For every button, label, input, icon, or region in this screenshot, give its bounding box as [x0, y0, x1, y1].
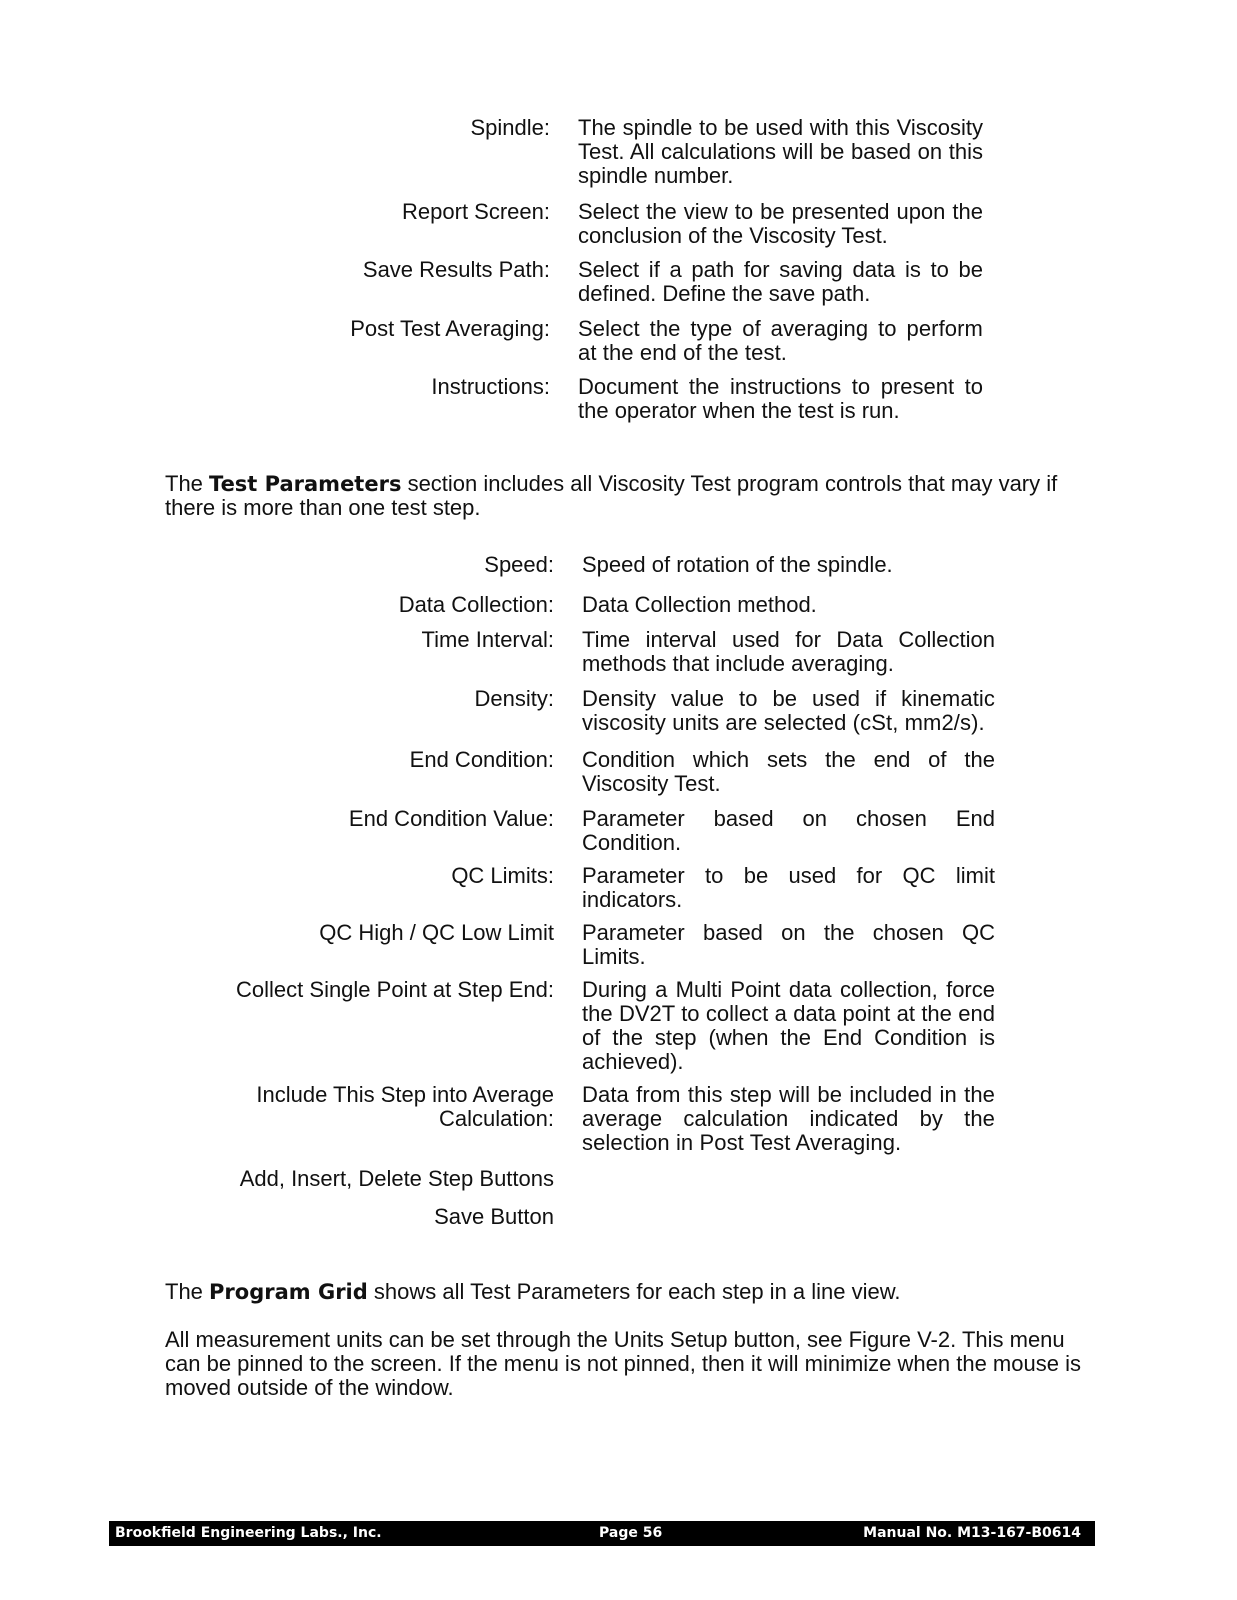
term-label: Save Results Path: [362, 257, 550, 282]
term-description: Parameter based on the chosen QC Limits. [582, 920, 995, 969]
footer-manual-number: Manual No. M13-167-B0614 [863, 1525, 1081, 1541]
units-setup-paragraph: All measurement units can be set through the Units Setup button, see Figure V-2. This menu can be pinned to the screen. If the menu is not pinned, then it will minimize when the mouse is moved outside of the window. [165, 1327, 1081, 1400]
term-label: Include This Step into Average Calculation: [256, 1082, 554, 1131]
definition-row [0, 258, 983, 317]
definition-row [0, 200, 983, 258]
term-label: Speed: [484, 552, 554, 577]
term-label: Time Interval: [421, 627, 554, 652]
paragraph-text: shows all Test Parameters for each step in a line view. [367, 1279, 901, 1304]
term-label: Spindle: [470, 115, 550, 140]
page-footer [109, 1521, 1095, 1546]
paragraph-text: The [165, 1279, 210, 1304]
term-label: Save Button [434, 1204, 554, 1229]
term-description: Density value to be used if kinematic viscosity units are selected (cSt, mm2/s). [582, 686, 995, 735]
term-label: Collect Single Point at Step End: [236, 977, 554, 1002]
term-label: Data Collection: [398, 592, 554, 617]
term-description: Data from this step will be included in the average calculation indicated by the selection in Post Test Averaging. [582, 1082, 995, 1155]
general-settings-list [0, 116, 983, 433]
definition-row [0, 1205, 995, 1235]
definition-row [0, 317, 983, 375]
term-label: Report Screen: [402, 199, 550, 224]
paragraph-text: The [165, 471, 210, 496]
term-label: End Condition Value: [348, 806, 554, 831]
term-description: Document the instructions to present to the operator when the test is run. [578, 374, 983, 423]
term-description: Select the view to be presented upon the conclusion of the Viscosity Test. [578, 199, 983, 248]
definition-row [0, 593, 995, 628]
definition-row [0, 748, 995, 807]
term-label: Post Test Averaging: [350, 316, 550, 341]
definition-row [0, 864, 995, 921]
test-parameters-paragraph [165, 472, 1095, 520]
definition-row [0, 1083, 995, 1167]
paragraph-bold-term: Test Parameters [209, 472, 402, 496]
definition-row [0, 978, 995, 1083]
paragraph-bold-term: Program Grid [209, 1280, 368, 1304]
term-label: QC High / QC Low Limit [319, 920, 554, 945]
definition-row [0, 807, 995, 864]
footer-company: Brookfield Engineering Labs., Inc. [115, 1525, 382, 1541]
footer-page-number: Page 56 [599, 1525, 663, 1541]
definition-row [0, 921, 995, 978]
definition-row [0, 116, 983, 200]
definition-row [0, 687, 995, 748]
term-description: Speed of rotation of the spindle. [582, 552, 893, 577]
term-description: Parameter based on chosen End Condition. [582, 806, 995, 855]
term-description: Data Collection method. [582, 592, 817, 617]
term-label: Density: [474, 686, 554, 711]
paragraph-text: section includes all Viscosity Test program controls that may vary if there is more than one test step. [165, 471, 1058, 520]
term-description: Select if a path for saving data is to be defined. Define the save path. [578, 257, 983, 306]
definition-row [0, 628, 995, 687]
term-description: During a Multi Point data collection, force the DV2T to collect a data point at the end of the step (when the End Condition is achieved). [582, 977, 995, 1074]
definition-row [0, 553, 995, 593]
test-parameters-list [0, 553, 995, 1235]
term-description: Parameter to be used for QC limit indicators. [582, 863, 995, 912]
definition-row [0, 1167, 995, 1205]
term-label: End Condition: [409, 747, 554, 772]
term-description: Time interval used for Data Collection methods that include averaging. [582, 627, 995, 676]
term-label: Instructions: [431, 374, 550, 399]
term-label: Add, Insert, Delete Step Buttons [239, 1166, 554, 1191]
term-description: Select the type of averaging to perform at the end of the test. [578, 316, 983, 365]
program-grid-paragraph [165, 1280, 1095, 1304]
definition-row [0, 375, 983, 433]
term-description: Condition which sets the end of the Viscosity Test. [582, 747, 995, 796]
term-description: The spindle to be used with this Viscosity Test. All calculations will be based on this spindle number. [578, 115, 983, 188]
term-label: QC Limits: [451, 863, 554, 888]
